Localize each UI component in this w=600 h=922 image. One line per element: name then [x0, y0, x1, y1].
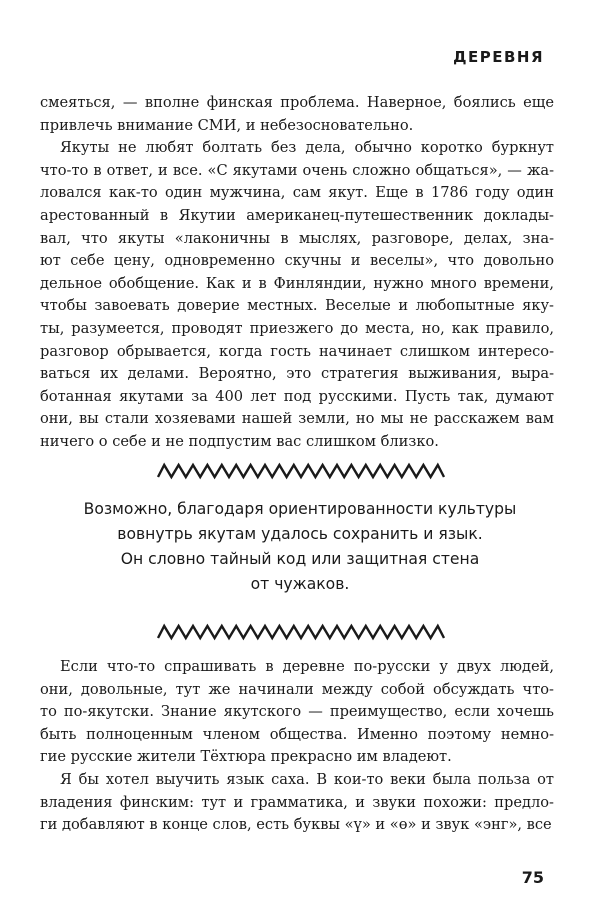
text-line: Якуты не любят болтать без дела, обычно коротко буркнут: [60, 139, 554, 157]
paragraph: [40, 656, 554, 769]
text-line: что-то в ответ, и все. «С якутами очень сложно общаться», — жа-: [40, 161, 554, 179]
page-number: 75: [521, 868, 544, 887]
body-text-bottom: [40, 656, 554, 837]
pull-quote-line: вовнутрь якутам удалось сохранить и язык.: [117, 525, 483, 543]
running-header: ДЕРЕВНЯ: [453, 48, 544, 66]
text-line: то по-якутски. Знание якутского — преимущество, если хочешь: [40, 703, 554, 721]
text-line: чтобы завоевать доверие местных. Веселые и любопытные яку-: [40, 297, 554, 315]
text-line: ничего о себе и не подпустим вас слишком близко.: [40, 432, 439, 450]
text-line: Если что-то спрашивать в деревне по-русски у двух людей,: [60, 658, 554, 675]
pull-quote: [40, 497, 560, 597]
text-line: ги добавляют в конце слов, есть буквы «ү» и «ɵ» и звук «энг», все: [40, 816, 552, 834]
pull-quote-line: от чужаков.: [250, 575, 350, 593]
text-line: разговор обрывается, когда гость начинает слишком интересо-: [40, 342, 554, 360]
text-line: ют себе цену, одновременно скучны и веселы», что довольно: [40, 252, 554, 270]
text-line: быть полноценным членом общества. Именно поэтому немно-: [40, 725, 554, 743]
text-line: арестованный в Якутии американец-путешественник доклады-: [40, 206, 554, 224]
text-line: привлечь внимание СМИ, и небезосновательно.: [40, 116, 414, 134]
text-line: ловался как-то один мужчина, сам якут. Еще в 1786 году один: [40, 184, 554, 202]
text-line: ты, разумеется, проводят приезжего до места, но, как правило,: [40, 319, 554, 337]
text-line: они, довольные, тут же начинали между собой обсуждать что-: [40, 680, 554, 698]
text-line: ботанная якутами за 400 лет под русскими. Пусть так, думают: [40, 387, 554, 405]
paragraph: [40, 92, 554, 137]
text-line: ваться их делами. Вероятно, это стратегия выживания, выра-: [40, 365, 554, 383]
text-line: Я бы хотел выучить язык саха. В кои-то веки была польза от: [60, 770, 554, 788]
text-line: они, вы стали хозяевами нашей земли, но мы не расскажем вам: [40, 410, 554, 428]
zigzag-divider-bottom: [157, 622, 445, 642]
paragraph: [40, 137, 554, 453]
text-line: дельное обобщение. Как и в Финляндии, нужно много времени,: [40, 274, 554, 292]
text-line: смеяться, — вполне финская проблема. Наверное, боялись еще: [40, 94, 554, 111]
text-line: гие русские жители Тёхтюра прекрасно им владеют.: [40, 748, 452, 766]
text-line: владения финским: тут и грамматика, и звуки похожи: предло-: [40, 793, 554, 811]
text-line: вал, что якуты «лаконичны в мыслях, разговоре, делах, зна-: [40, 229, 554, 247]
paragraph: [40, 769, 554, 837]
pull-quote-line: Возможно, благодаря ориентированности культуры: [83, 500, 517, 518]
zigzag-divider-top: [157, 461, 445, 481]
body-text-top: [40, 92, 554, 454]
pull-quote-line: Он словно тайный код или защитная стена: [120, 550, 480, 568]
